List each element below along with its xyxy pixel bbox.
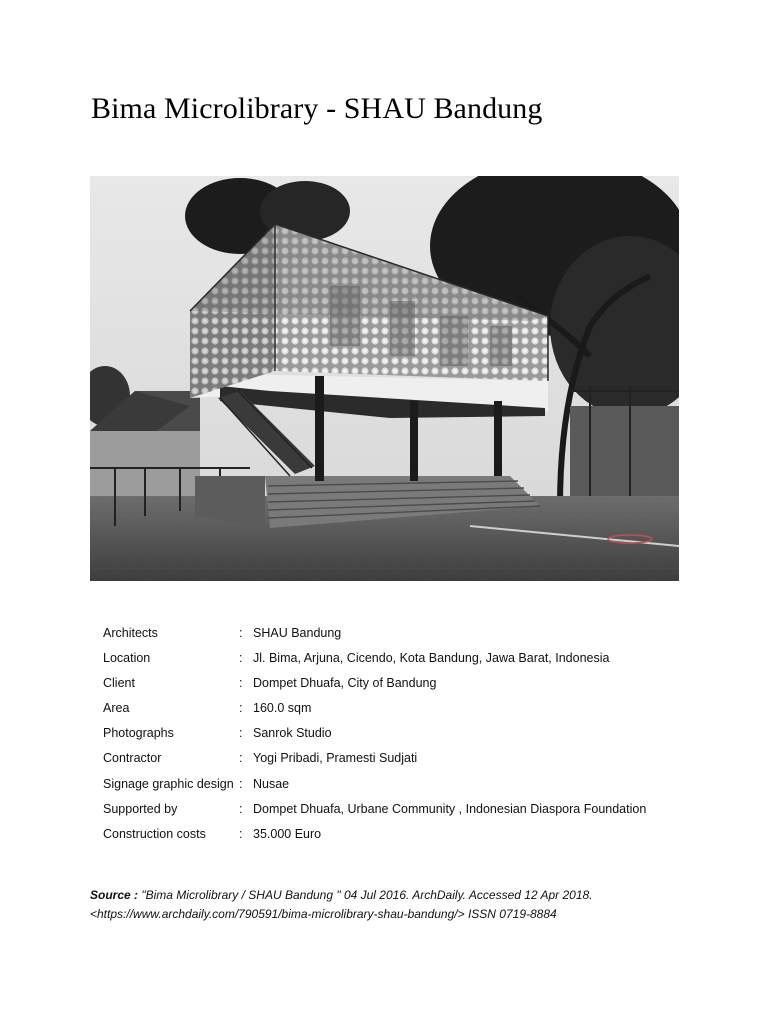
source-line-2: <https://www.archdaily.com/790591/bima-microlibrary-shau-bandung/> ISSN 0719-8884 [90,907,557,921]
info-row-location [103,651,703,676]
info-separator: : [239,776,243,791]
info-separator: : [239,626,243,640]
info-value: Nusae [253,776,290,791]
info-separator: : [239,701,243,716]
info-label: Signage graphic design [103,776,234,791]
info-row-supported-by [103,802,703,827]
info-value: 35.000 Euro [253,826,322,841]
info-label: Architects [103,626,158,640]
info-separator: : [239,751,243,766]
info-label: Area [103,701,130,716]
source-text: "Bima Microlibrary / SHAU Bandung " 04 Jul 2016. ArchDaily. Accessed 12 Apr 2018. [141,888,593,902]
info-separator: : [239,651,243,666]
info-value: Jl. Bima, Arjuna, Cicendo, Kota Bandung, Jawa Barat, Indonesia [253,651,610,666]
info-label: Supported by [103,801,178,816]
info-value: Dompet Dhuafa, Urbane Community , Indonesian Diaspora Foundation [253,801,647,816]
info-value: Yogi Pribadi, Pramesti Sudjati [253,751,418,766]
info-value: Sanrok Studio [253,726,332,741]
info-label: Contractor [103,751,162,766]
info-label: Photographs [103,726,174,741]
info-row-architects [103,626,703,651]
info-row-area [103,701,703,726]
source-citation [90,886,690,924]
info-row-photographs [103,726,703,751]
info-value: Dompet Dhuafa, City of Bandung [253,676,437,691]
info-value: 160.0 sqm [253,701,312,716]
info-separator: : [239,676,243,691]
building-photo [90,176,679,581]
info-row-contractor [103,751,703,776]
info-separator: : [239,801,243,816]
source-line-1 [90,886,690,905]
project-info-table [103,626,703,852]
info-label: Client [103,676,135,691]
info-label: Location [103,651,151,666]
info-label: Construction costs [103,826,206,841]
page-title: Bima Microlibrary - SHAU Bandung [91,92,543,125]
info-row-signage [103,777,703,802]
info-separator: : [239,826,243,841]
info-row-client [103,676,703,701]
info-separator: : [239,726,243,741]
source-label: Source : [90,888,139,902]
info-value: SHAU Bandung [253,626,342,640]
info-row-construction-costs [103,827,703,852]
